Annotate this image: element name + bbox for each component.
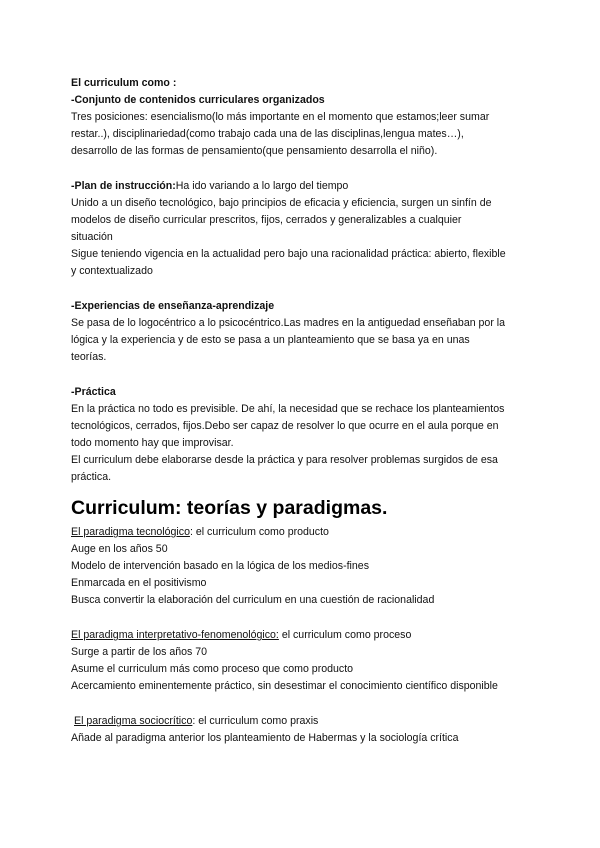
- paradigm-interpretativo-title-rest: el curriculum como proceso: [278, 629, 412, 641]
- section-experiencias-line: lógica y la experiencia y de esto se pasa a un planteamiento que se basa ya en unas: [71, 334, 470, 346]
- paradigm-sociocritico-title-underlined: El paradigma sociocrítico: [74, 715, 193, 727]
- paradigm-interpretativo-title: [71, 627, 541, 644]
- section-plan-line: modelos de diseño curricular prescritos, fijos, cerrados y generalizables a cualquier: [71, 214, 462, 226]
- paradigm-tecnologico-title-underlined: El paradigma tecnológico: [71, 526, 190, 538]
- main-heading: Curriculum: teorías y paradigmas.: [71, 497, 388, 519]
- section-practica-line: En la práctica no todo es previsible. De ahí, la necesidad que se rechace los planteamientos: [71, 403, 505, 415]
- paradigm-interpretativo-line: Surge a partir de los años 70: [71, 646, 208, 658]
- section-practica-line: El curriculum debe elaborarse desde la práctica y para resolver problemas surgidos de esa: [71, 454, 498, 466]
- section-experiencias-title: -Experiencias de enseñanza-aprendizaje: [71, 300, 275, 312]
- paradigm-sociocritico-title-rest: : el curriculum como praxis: [192, 715, 319, 727]
- intro-title: El curriculum como :: [71, 77, 177, 89]
- paradigm-interpretativo-line: Asume el curriculum más como proceso que como producto: [71, 663, 354, 675]
- paradigm-interpretativo-title-underlined: El paradigma interpretativo-fenomenológico:: [71, 629, 279, 641]
- paradigm-tecnologico-line: Modelo de intervención basado en la lógica de los medios-fines: [71, 560, 369, 572]
- section-plan-line: Sigue teniendo vigencia en la actualidad pero bajo una racionalidad práctica: abierto, flexible: [71, 248, 506, 260]
- section-contenidos-line: desarrollo de las formas de pensamiento(que pensamiento desarrolla el niño).: [71, 145, 438, 157]
- section-practica-line: práctica.: [71, 471, 112, 483]
- paradigm-tecnologico-line: Auge en los años 50: [71, 543, 168, 555]
- section-contenidos-title: -Conjunto de contenidos curriculares organizados: [71, 94, 325, 106]
- paradigm-tecnologico-line: Busca convertir la elaboración del curriculum en una cuestión de racionalidad: [71, 594, 435, 606]
- paradigm-sociocritico-line: Añade al paradigma anterior los planteamiento de Habermas y la sociología crítica: [71, 732, 459, 744]
- section-plan-line: Unido a un diseño tecnológico, bajo principios de eficacia y eficiencia, surgen un sinfín de: [71, 197, 492, 209]
- section-practica-title: -Práctica: [71, 386, 116, 398]
- paradigm-sociocritico-title: [71, 713, 541, 730]
- section-practica-line: todo momento hay que improvisar.: [71, 437, 234, 449]
- section-plan-line: y contextualizado: [71, 265, 153, 277]
- section-plan-title: [71, 178, 541, 195]
- paradigm-interpretativo-line: Acercamiento eminentemente práctico, sin desestimar el conocimiento científico disponible: [71, 680, 498, 692]
- paradigm-tecnologico-title: [71, 524, 541, 541]
- paradigm-tecnologico-line: Enmarcada en el positivismo: [71, 577, 207, 589]
- section-experiencias-line: teorías.: [71, 351, 107, 363]
- section-contenidos-line: restar..), disciplinariedad(como trabajo cada una de las disciplinas,lengua mates…),: [71, 128, 464, 140]
- section-plan-line: situación: [71, 231, 113, 243]
- section-contenidos-line: Tres posiciones: esencialismo(lo más importante en el momento que estamos;leer sumar: [71, 111, 490, 123]
- paradigm-tecnologico-title-rest: : el curriculum como producto: [189, 526, 329, 538]
- section-plan-title-rest: Ha ido variando a lo largo del tiempo: [175, 180, 349, 192]
- section-practica-line: tecnológicos, cerrados, fijos.Debo ser capaz de resolver lo que ocurre en el aula porque en: [71, 420, 499, 432]
- section-experiencias-line: Se pasa de lo logocéntrico a lo psicocéntrico.Las madres en la antiguedad enseñaban por la: [71, 317, 506, 329]
- section-plan-title-bold: -Plan de instrucción:: [71, 180, 176, 192]
- document-content: [71, 75, 541, 747]
